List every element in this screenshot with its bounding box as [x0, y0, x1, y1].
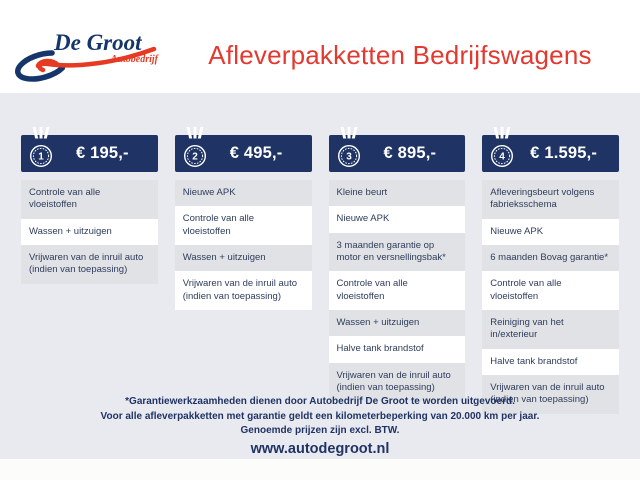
package-price: € 195,-: [75, 144, 129, 162]
footer-note: Voor alle afleverpakketten met garantie geldt een kilometerbeperking van 20.000 km per jaar.: [100, 410, 540, 422]
package-item: Nieuwe APK: [175, 180, 312, 206]
medal-rank: 2: [191, 151, 198, 163]
package-item: Wassen + uitzuigen: [329, 310, 466, 336]
package-price: € 895,-: [383, 144, 437, 162]
package-column: [21, 127, 158, 414]
package-item: Controle van alle vloeistoffen: [175, 206, 312, 245]
footer-note: *Garantiewerkzaamheden dienen door Autobedrijf De Groot te worden uitgevoerd.: [125, 396, 515, 407]
package-item: Nieuwe APK: [482, 219, 619, 245]
package-item: 3 maanden garantie op motor en versnellingsbak*: [329, 233, 466, 272]
brand-name: De Groot: [54, 30, 142, 55]
package-item: Vrijwaren van de inruil auto (indien van toepassing): [482, 375, 619, 414]
package-item: 6 maanden Bovag garantie*: [482, 245, 619, 271]
medal-icon: [336, 127, 362, 169]
package-price: € 495,-: [229, 144, 283, 162]
brand-logo: [12, 24, 164, 82]
medal-rank: 4: [499, 151, 506, 163]
package-column: [329, 127, 466, 414]
package-item: Wassen + uitzuigen: [175, 245, 312, 271]
medal-ribbon-icon: [340, 127, 357, 139]
package-price: € 1.595,-: [530, 144, 598, 162]
page-title: Afleverpakketten Bedrijfswagens: [208, 40, 592, 70]
package-item: Vrijwaren van de inruil auto (indien van toepassing): [21, 245, 158, 284]
brand-logo-icon: [12, 24, 164, 82]
package-column: [175, 127, 312, 414]
package-items: [482, 180, 619, 414]
medal-icon: [182, 127, 208, 169]
package-item: Afleveringsbeurt volgens fabrieksschema: [482, 180, 619, 219]
package-column: [482, 127, 619, 414]
medal-ribbon-icon: [494, 127, 511, 139]
package-item: Halve tank brandstof: [482, 349, 619, 375]
package-items: [175, 180, 312, 310]
package-header: [175, 127, 312, 172]
packages: [21, 127, 619, 414]
package-item: Vrijwaren van de inruil auto (indien van toepassing): [329, 363, 466, 402]
medal-rank: 1: [38, 151, 44, 163]
package-items: [329, 180, 466, 401]
brand-subname: Autobedrijf: [110, 54, 158, 65]
package-items: [21, 180, 158, 284]
package-item: Controle van alle vloeistoffen: [329, 271, 466, 310]
package-item: Controle van alle vloeistoffen: [21, 180, 158, 219]
bottom-band: [0, 459, 640, 480]
package-item: Wassen + uitzuigen: [21, 219, 158, 245]
medal-ribbon-icon: [33, 127, 50, 139]
package-item: Controle van alle vloeistoffen: [482, 271, 619, 310]
top-band: [0, 0, 640, 93]
website-link[interactable]: www.autodegroot.nl: [250, 441, 390, 457]
package-item: Halve tank brandstof: [329, 336, 466, 362]
package-item: Reiniging van het in/exterieur: [482, 310, 619, 349]
medal-ribbon-icon: [186, 127, 203, 139]
footer-notes: [0, 395, 640, 439]
package-header: [482, 127, 619, 172]
footer-note: Genoemde prijzen zijn excl. BTW.: [240, 425, 400, 436]
package-item: Nieuwe APK: [329, 206, 466, 232]
medal-icon: [489, 127, 515, 169]
package-header: [329, 127, 466, 172]
package-header: [21, 127, 158, 172]
package-item: Kleine beurt: [329, 180, 466, 206]
medal-rank: 3: [345, 151, 352, 163]
package-item: Vrijwaren van de inruil auto (indien van toepassing): [175, 271, 312, 310]
medal-icon: [28, 127, 54, 169]
